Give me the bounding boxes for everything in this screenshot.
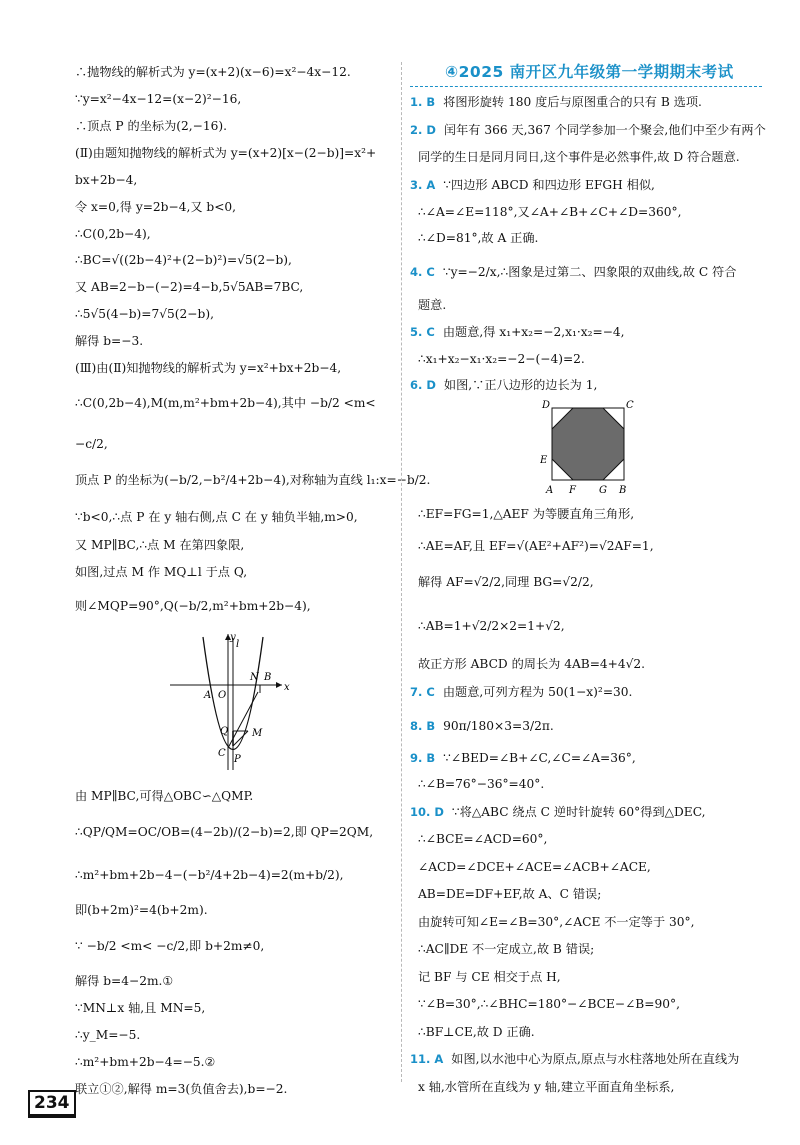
solution-line: ∵y=x²−4x−12=(x−2)²−16, — [75, 92, 242, 106]
solution-line: (Ⅲ)由(Ⅱ)知抛物线的解析式为 y=x²+bx+2b−4, — [75, 361, 342, 375]
solution-line: ∵ −b/2 <m< −c/2,即 b+2m≠0, — [75, 939, 265, 953]
answer-line: ∴BF⊥CE,故 D 正确. — [418, 1025, 535, 1039]
label-F: F — [569, 485, 576, 496]
answer-line: 由旋转可知∠E=∠B=30°,∠ACE 不一定等于 30°, — [418, 915, 695, 929]
solution-line: (Ⅱ)由题知抛物线的解析式为 y=(x+2)[x−(2−b)]=x²+ — [75, 146, 377, 160]
answer-line: ∴x₁+x₂−x₁·x₂=−2−(−4)=2. — [418, 352, 585, 366]
solution-line: ∴抛物线的解析式为 y=(x+2)(x−6)=x²−4x−12. — [75, 65, 351, 79]
answer-line: 9. B ∵∠BED=∠B+∠C,∠C=∠A=36°, — [410, 751, 636, 765]
label-l: l — [236, 639, 240, 650]
solution-line: ∵b<0,∴点 P 在 y 轴右侧,点 C 在 y 轴负半轴,m>0, — [75, 510, 358, 524]
answer-line: ∴∠BCE=∠ACD=60°, — [418, 832, 548, 846]
label-B: B — [264, 672, 272, 683]
answer-line: 7. C 由题意,可列方程为 50(1−x)²=30. — [410, 685, 633, 699]
label-C: C — [218, 748, 226, 759]
answer-line: 8. B 90π/180×3=3/2π. — [410, 719, 554, 733]
answer-line: 5. C 由题意,得 x₁+x₂=−2,x₁·x₂=−4, — [410, 325, 625, 339]
parabola-graph — [170, 632, 300, 772]
solution-line: 则∠MQP=90°,Q(−b/2,m²+bm+2b−4), — [75, 599, 311, 613]
solution-line: 即(b+2m)²=4(b+2m). — [75, 903, 208, 917]
label-C: C — [626, 400, 634, 411]
label-G: G — [599, 485, 607, 496]
answer-line: 故正方形 ABCD 的周长为 4AB=4+4√2. — [418, 657, 646, 671]
label-N: N — [250, 672, 259, 683]
solution-line: ∴C(0,2b−4),M(m,m²+bm+2b−4),其中 −b/2 <m< — [75, 396, 376, 410]
solution-line: ∴m²+bm+2b−4−(−b²/4+2b−4)=2(m+b/2), — [75, 868, 344, 882]
label-M: M — [252, 728, 263, 739]
answer-line: 3. A ∵四边形 ABCD 和四边形 EFGH 相似, — [410, 178, 655, 192]
solution-line: −c/2, — [75, 437, 108, 451]
answer-line: 4. C ∵y=−2/x,∴图象是过第二、四象限的双曲线,故 C 符合 — [410, 265, 737, 279]
page-number: 234 — [28, 1090, 76, 1118]
label-x: x — [284, 682, 290, 693]
answer-line: 1. B 将图形旋转 180 度后与原图重合的只有 B 选项. — [410, 95, 702, 109]
answer-line: AB=DE=DF+EF,故 A、C 错误; — [418, 887, 602, 901]
answer-line: ∴AC∥DE 不一定成立,故 B 错误; — [418, 942, 595, 956]
label-P: P — [234, 754, 241, 765]
section-title: ④2025 南开区九年级第一学期期末考试 — [445, 63, 734, 81]
label-B: B — [619, 485, 627, 496]
solution-line: ∴C(0,2b−4), — [75, 227, 151, 241]
answer-line: ∴∠A=∠E=118°,又∠A+∠B+∠C+∠D=360°, — [418, 205, 682, 219]
solution-line: 联立①②,解得 m=3(负值舍去),b=−2. — [75, 1082, 288, 1096]
answer-line: x 轴,水管所在直线为 y 轴,建立平面直角坐标系, — [418, 1080, 675, 1094]
answer-line: 同学的生日是同月同日,这个事件是必然事件,故 D 符合题意. — [418, 150, 740, 164]
solution-line: ∴BC=√((2b−4)²+(2−b)²)=√5(2−b), — [75, 253, 292, 267]
octagon-figure — [540, 398, 640, 498]
label-E: E — [540, 455, 548, 466]
title-rule — [410, 86, 762, 87]
answer-line: 11. A 如图,以水池中心为原点,原点与水柱落地处所在直线为 — [410, 1052, 740, 1066]
solution-line: 又 MP∥BC,∴点 M 在第四象限, — [75, 538, 245, 552]
column-divider — [401, 62, 402, 1082]
solution-line: 又 AB=2−b−(−2)=4−b,5√5AB=7BC, — [75, 280, 304, 294]
label-y: y — [230, 632, 236, 643]
label-D: D — [542, 400, 551, 411]
solution-line: 解得 b=−3. — [75, 334, 144, 348]
label-A: A — [546, 485, 554, 496]
solution-line: ∴顶点 P 的坐标为(2,−16). — [75, 119, 227, 133]
answer-line: 2. D 闰年有 366 天,367 个同学参加一个聚会,他们中至少有两个 — [410, 123, 766, 137]
solution-line: 由 MP∥BC,可得△OBC∽△QMP. — [75, 789, 254, 803]
answer-line: ∴∠B=76°−36°=40°. — [418, 777, 545, 791]
solution-line: 解得 b=4−2m.① — [75, 974, 174, 988]
answer-line: ∠ACD=∠DCE+∠ACE=∠ACB+∠ACE, — [418, 860, 651, 874]
answer-line: ∴EF=FG=1,△AEF 为等腰直角三角形, — [418, 507, 635, 521]
answer-line: ∴∠D=81°,故 A 正确. — [418, 231, 539, 245]
label-Q: Q — [220, 726, 229, 737]
answer-line: 解得 AF=√2/2,同理 BG=√2/2, — [418, 575, 594, 589]
solution-line: ∴5√5(4−b)=7√5(2−b), — [75, 307, 214, 321]
solution-line: ∴m²+bm+2b−4=−5.② — [75, 1055, 216, 1069]
solution-line: ∴y_M=−5. — [75, 1028, 141, 1042]
solution-line: 如图,过点 M 作 MQ⊥l 于点 Q, — [75, 565, 248, 579]
answer-line: ∴AB=1+√2/2×2=1+√2, — [418, 619, 565, 633]
label-A: A — [204, 690, 212, 701]
answer-line: 6. D 如图,∵正八边形的边长为 1, — [410, 378, 598, 392]
answer-line: ∴AE=AF,且 EF=√(AE²+AF²)=√2AF=1, — [418, 539, 654, 553]
solution-line: bx+2b−4, — [75, 173, 138, 187]
answer-line: ∵∠B=30°,∴∠BHC=180°−∠BCE−∠B=90°, — [418, 997, 680, 1011]
solution-line: ∴QP/QM=OC/OB=(4−2b)/(2−b)=2,即 QP=2QM, — [75, 825, 374, 839]
answer-line: 题意. — [418, 298, 447, 312]
answer-line: 10. D ∵将△ABC 绕点 C 逆时针旋转 60°得到△DEC, — [410, 805, 706, 819]
label-O: O — [218, 690, 227, 701]
solution-line: 顶点 P 的坐标为(−b/2,−b²/4+2b−4),对称轴为直线 l₁:x=−b/2. — [75, 473, 431, 487]
solution-line: ∵MN⊥x 轴,且 MN=5, — [75, 1001, 206, 1015]
answer-line: 记 BF 与 CE 相交于点 H, — [418, 970, 561, 984]
solution-line: 令 x=0,得 y=2b−4,又 b<0, — [75, 200, 237, 214]
